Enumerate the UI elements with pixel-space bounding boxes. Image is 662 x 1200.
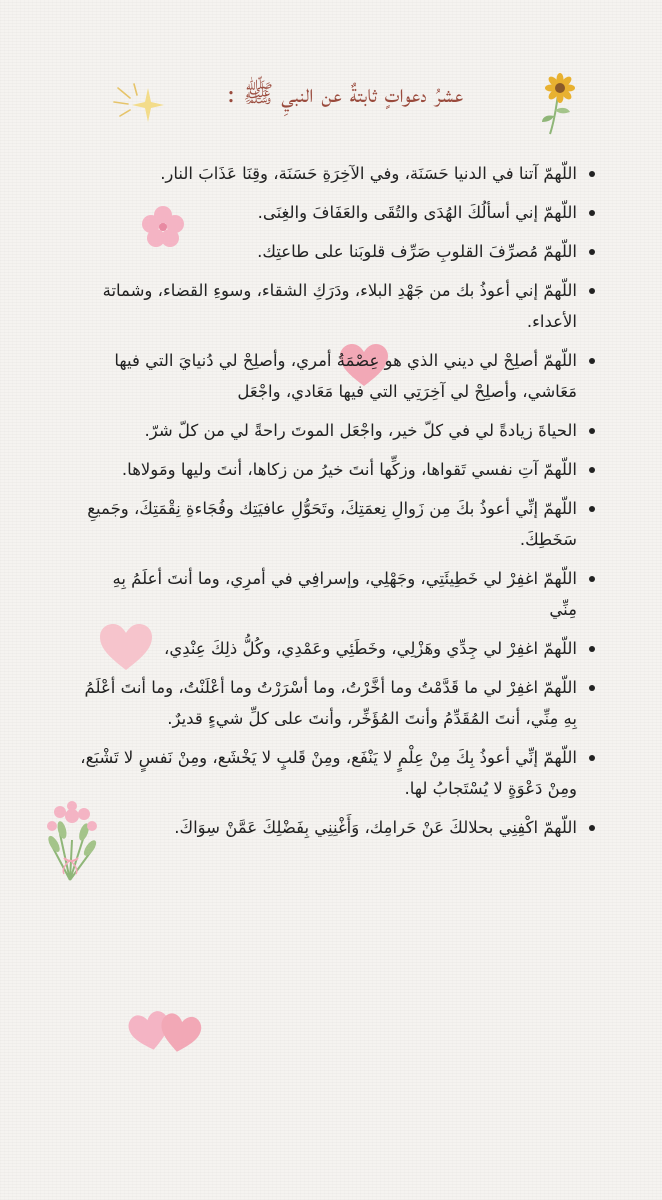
list-item: اللّهمّ اغفِرْ لي ما قَدَّمْتُ وما أخَّرْتُ، وما أسْرَرْتُ وما أعْلَنْتُ، وما أنتَ أعْلَمُ بِهِ مِنِّي، أنتَ المُقَدِّمُ وأنتَ المُؤَخِّر، وأنتَ على كلِّ شيءٍ قديرٌ. bbox=[80, 672, 595, 734]
sunflower-icon bbox=[540, 72, 584, 138]
list-item: اللّهمّ مُصرِّفَ القلوبِ صَرِّف قلوبَنا على طاعتِك. bbox=[80, 236, 595, 267]
duas-list-container bbox=[80, 158, 595, 851]
page-title: عشرُ دعواتٍ ثابتةٌ عن النبيِ ﷺ : bbox=[226, 79, 464, 108]
double-heart-icon bbox=[128, 1010, 204, 1056]
list-item: اللّهمّ أصلِحْ لي ديني الذي هو عِصْمَةُ أمري، وأصلِحْ لي دُنيايَ التي فيها مَعَاشي، وأصلِحْ لي آخِرَتِي التي فيها مَعَادي، واجْعَل bbox=[80, 345, 595, 407]
duas-list bbox=[80, 158, 595, 843]
list-item: اللّهمّ إني أعوذُ بك من جَهْدِ البلاء، ودَرَكِ الشقاء، وسوءِ القضاء، وشماتة الأعداء. bbox=[80, 275, 595, 337]
list-item: اللّهمّ آتنا في الدنيا حَسَنَة، وفي الآخِرَةِ حَسَنَة، وقِنَا عَذَابَ النار. bbox=[80, 158, 595, 189]
list-item: اللّهمّ آتِ نفسي تَقواها، وزكِّها أنتَ خيرُ من زكاها، أنتَ وليها ومَولاها. bbox=[80, 454, 595, 485]
list-item: اللّهمّ اغفِرْ لي جِدِّي وهَزْلِي، وخَطَئِي وعَمْدِي، وكُلُّ ذلِكَ عِنْدِي، bbox=[80, 633, 595, 664]
list-item: الحياةَ زيادةً لي في كلّ خير، واجْعَل الموتَ راحةً لي من كلّ شرّ. bbox=[80, 415, 595, 446]
list-item: اللّهمّ إنِّي أعوذُ بِكَ مِنْ عِلْمٍ لا يَنْفَع، ومِنْ قَلبٍ لا يَخْشَع، ومِنْ نَفسٍ لا تَشْبَع، ومِنْ دَعْوَةٍ لا يُسْتَجابُ لها. bbox=[80, 742, 595, 804]
list-item: اللّهمّ اغفِرْ لي خَطِيئَتِي، وجَهْلِي، وإسرافِي في أمرِي، وما أنتَ أعلَمُ بِهِ مِنِّي bbox=[80, 563, 595, 625]
list-item: اللّهمّ اكْفِنِي بحلالكَ عَنْ حَرامِك، وَأَغْنِنِي بِفَضْلِكَ عَمَّنْ سِوَاكَ. bbox=[80, 812, 595, 843]
list-item: اللّهمّ إنِّي أعوذُ بكَ مِن زَوالِ نِعمَتِكَ، وتَحَوُّلِ عافيَتِك وفُجَاءةِ نِقْمَتِكَ، وجَميعِ سَخَطِكَ. bbox=[80, 493, 595, 555]
list-item: اللّهمّ إني أسألُكَ الهُدَى والتُقَى والعَفَافَ والغِنَى. bbox=[80, 197, 595, 228]
